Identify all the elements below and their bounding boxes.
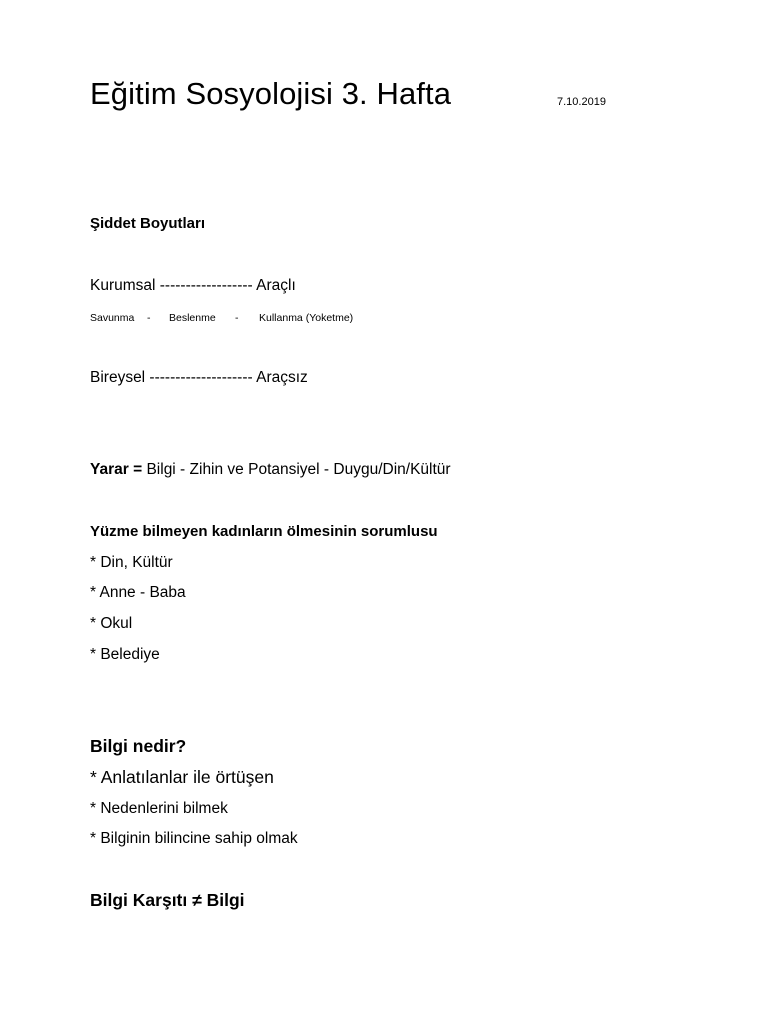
sub-item-defense: Savunma <box>90 312 135 324</box>
not-equal-icon: ≠ <box>192 890 202 910</box>
list-item: * Belediye <box>90 646 160 663</box>
knowledge-opposite-line <box>90 888 245 912</box>
benefit-text: Bilgi - Zihin ve Potansiyel - Duygu/Din/Kültür <box>142 461 451 478</box>
opposite-left: Bilgi Karşıtı <box>90 890 188 910</box>
list-item: * Okul <box>90 615 133 632</box>
opposite-right: Bilgi <box>206 890 245 910</box>
list-item: * Din, Kültür <box>90 554 173 571</box>
sub-item-nutrition: Beslenme <box>169 312 216 324</box>
document-title: Eğitim Sosyolojisi 3. Hafta <box>90 76 452 111</box>
document-date: 7.10.2019 <box>557 96 606 108</box>
list-item: * Nedenlerini bilmek <box>90 800 228 817</box>
list-item: * Bilginin bilincine sahip olmak <box>90 830 298 847</box>
violence-heading: Şiddet Boyutları <box>90 215 206 232</box>
list-item: * Anne - Baba <box>90 584 186 601</box>
individual-line: Bireysel -------------------- Araçsız <box>90 369 308 386</box>
institutional-line: Kurumsal ------------------ Araçlı <box>90 277 296 294</box>
benefit-label: Yarar = <box>90 461 143 478</box>
knowledge-heading: Bilgi nedir? <box>90 736 187 756</box>
benefit-line <box>90 459 451 480</box>
list-item: * Anlatılanlar ile örtüşen <box>90 767 274 787</box>
sub-item-separator: - <box>147 312 151 324</box>
drowning-heading: Yüzme bilmeyen kadınların ölmesinin sorumlusu <box>90 523 438 540</box>
sub-item-usage: Kullanma (Yoketme) <box>259 312 354 324</box>
sub-item-separator: - <box>235 312 239 324</box>
